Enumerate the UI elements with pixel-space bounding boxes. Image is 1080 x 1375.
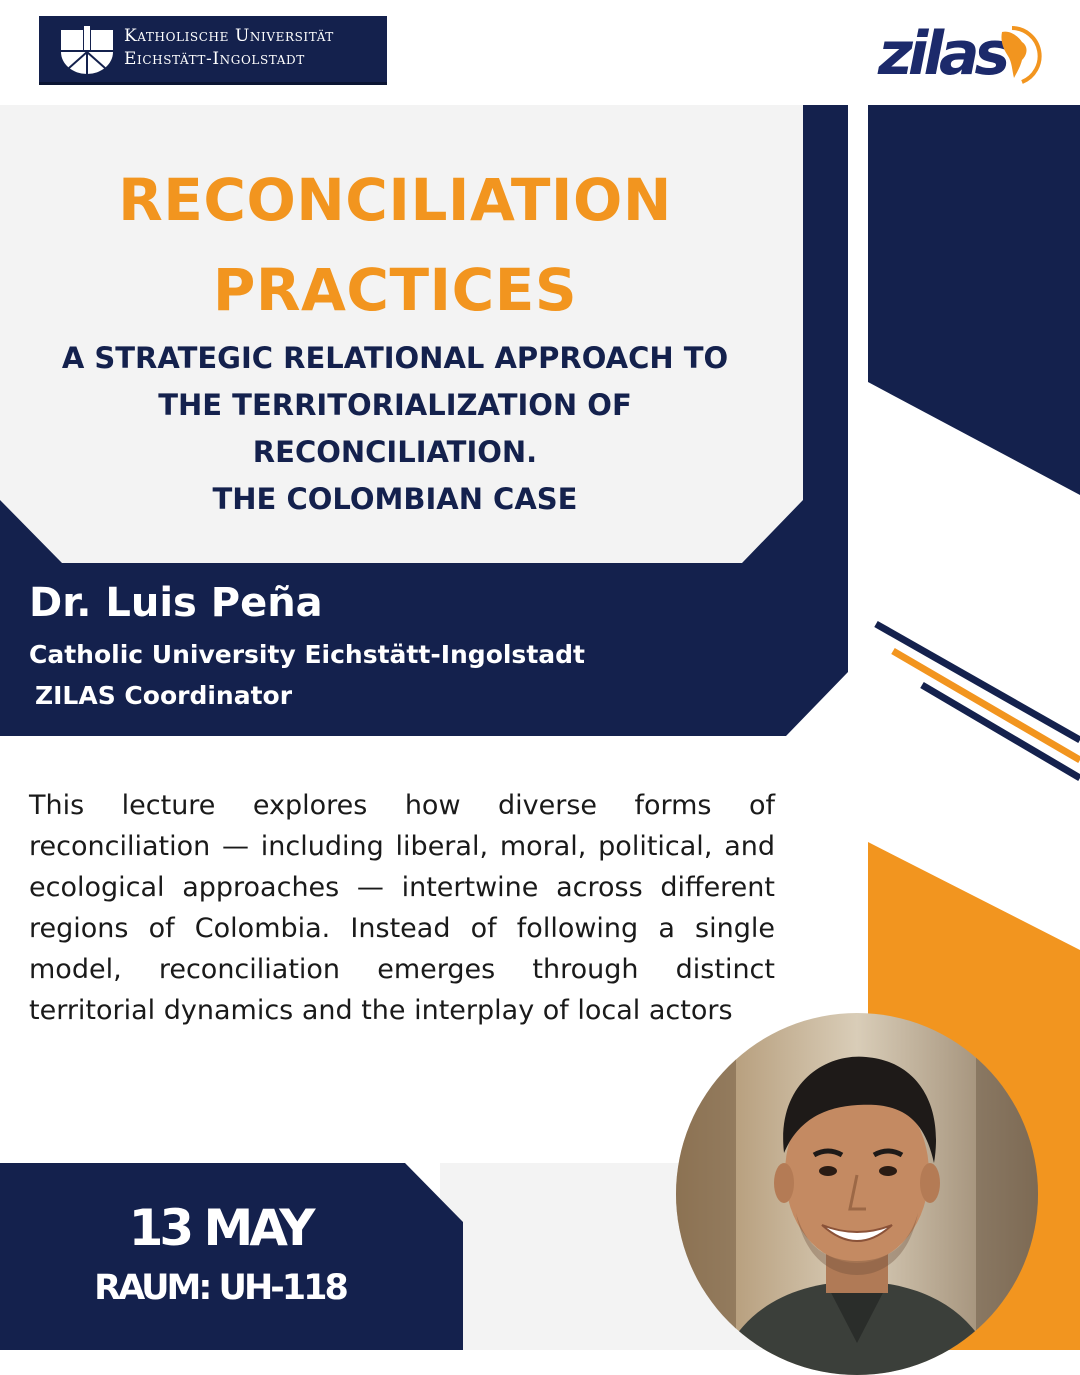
speaker-name: Dr. Luis Peña xyxy=(29,580,323,626)
event-title-line-1: RECONCILIATION xyxy=(118,166,672,234)
zilas-wordmark: zilas xyxy=(878,19,1006,89)
navy-right-shape xyxy=(868,105,1080,495)
university-logo xyxy=(39,16,387,85)
portrait-illustration xyxy=(676,1013,1038,1375)
stripe-navy-top xyxy=(876,624,1080,740)
latin-america-globe-icon xyxy=(982,18,1054,90)
speaker-affiliation: Catholic University Eichstätt-Ingolstadt xyxy=(29,640,585,669)
subtitle-line: A STRATEGIC RELATIONAL APPROACH TO xyxy=(61,341,729,375)
subtitle-line: THE TERRITORIALIZATION OF xyxy=(158,388,632,422)
zilas-logo xyxy=(874,14,1054,94)
event-room: RAUM: UH-118 xyxy=(94,1268,346,1308)
subtitle-line: RECONCILIATION. xyxy=(252,435,538,469)
university-name-line-2: Eichstätt-Ingolstadt xyxy=(124,49,305,69)
university-name-line-1: Katholische Universität xyxy=(124,26,334,46)
university-name xyxy=(124,25,334,71)
subtitle-line: THE COLOMBIAN CASE xyxy=(212,482,578,516)
event-date: 13 MAY xyxy=(128,1199,312,1257)
speaker-portrait xyxy=(676,1013,1038,1375)
stripe-orange xyxy=(893,651,1080,760)
speaker-role: ZILAS Coordinator xyxy=(35,681,293,710)
event-subtitle xyxy=(0,335,790,523)
lecture-description: This lecture explores how diverse forms of reconciliation — including liberal, moral, political, and ecological approaches — intertwine across different regions of Colombia. Instead of following a single model, reconciliation emerges through distinct territorial dynamics and the interplay of local actors xyxy=(29,790,775,1026)
event-title-line-2: PRACTICES xyxy=(212,256,578,324)
shield-emblem-icon xyxy=(59,26,115,76)
